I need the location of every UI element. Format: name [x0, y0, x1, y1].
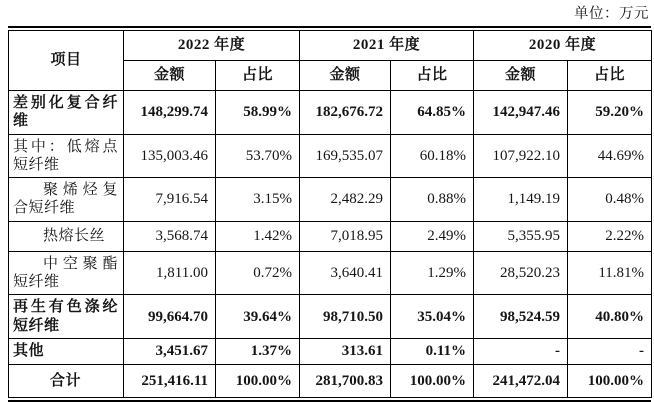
amount-2020-cell: 1,149.19: [474, 178, 568, 222]
amount-2022-cell: 148,299.74: [124, 91, 216, 135]
year-2020-header: 2020 年度: [474, 31, 652, 61]
amount-2020-cell: 98,524.59: [474, 295, 568, 339]
table-row-total: [9, 364, 652, 397]
ratio-2020-cell: 100.00%: [568, 364, 652, 397]
amount-2022-cell: 3,451.67: [124, 338, 216, 364]
ratio-2021-cell: 64.85%: [391, 91, 474, 135]
ratio-header-2022: 占比: [216, 61, 300, 91]
row-label-cell: 合计: [9, 364, 124, 397]
year-2021-header: 2021 年度: [300, 31, 474, 61]
table-row: [9, 251, 652, 295]
amount-2020-cell: -: [474, 338, 568, 364]
ratio-2022-cell: 1.37%: [216, 338, 300, 364]
table-row: [9, 134, 652, 178]
amount-2022-cell: 135,003.46: [124, 134, 216, 178]
ratio-2021-cell: 100.00%: [391, 364, 474, 397]
row-label-cell: 热熔长丝: [9, 221, 124, 251]
ratio-2020-cell: 11.81%: [568, 251, 652, 295]
amount-2021-cell: 281,700.83: [300, 364, 391, 397]
amount-2021-cell: 7,018.95: [300, 221, 391, 251]
ratio-header-2020: 占比: [568, 61, 652, 91]
amount-2020-cell: 28,520.23: [474, 251, 568, 295]
ratio-2020-cell: 0.48%: [568, 178, 652, 222]
row-label-cell: 其中：低熔点短纤维: [9, 134, 124, 178]
amount-header-2022: 金额: [124, 61, 216, 91]
row-label-cell: 再生有色涤纶短纤维: [9, 295, 124, 339]
row-label-cell: 其他: [9, 338, 124, 364]
table-wrapper: [8, 26, 651, 402]
amount-2021-cell: 2,482.29: [300, 178, 391, 222]
table-row: [9, 91, 652, 135]
ratio-2020-cell: 2.22%: [568, 221, 652, 251]
amount-2022-cell: 7,916.54: [124, 178, 216, 222]
year-2022-header: 2022 年度: [124, 31, 300, 61]
table-row: [9, 221, 652, 251]
row-label-cell: 中空聚酯短纤维: [9, 251, 124, 295]
amount-2021-cell: 313.61: [300, 338, 391, 364]
row-label-cell: 聚烯烃复合短纤维: [9, 178, 124, 222]
amount-2021-cell: 182,676.72: [300, 91, 391, 135]
ratio-2020-cell: -: [568, 338, 652, 364]
ratio-2021-cell: 35.04%: [391, 295, 474, 339]
ratio-2021-cell: 2.49%: [391, 221, 474, 251]
amount-2020-cell: 107,922.10: [474, 134, 568, 178]
ratio-2022-cell: 0.72%: [216, 251, 300, 295]
ratio-2020-cell: 44.69%: [568, 134, 652, 178]
table-row: [9, 178, 652, 222]
amount-2022-cell: 251,416.11: [124, 364, 216, 397]
table-row: [9, 338, 652, 364]
revenue-composition-table: [8, 30, 652, 398]
ratio-2022-cell: 58.99%: [216, 91, 300, 135]
ratio-2021-cell: 60.18%: [391, 134, 474, 178]
ratio-2020-cell: 59.20%: [568, 91, 652, 135]
ratio-2020-cell: 40.80%: [568, 295, 652, 339]
amount-2022-cell: 1,811.00: [124, 251, 216, 295]
header-row-years: [9, 31, 652, 61]
amount-2022-cell: 3,568.74: [124, 221, 216, 251]
amount-2022-cell: 99,664.70: [124, 295, 216, 339]
ratio-2021-cell: 0.88%: [391, 178, 474, 222]
unit-label: 单位：万元: [574, 6, 649, 22]
ratio-2021-cell: 1.29%: [391, 251, 474, 295]
amount-2020-cell: 241,472.04: [474, 364, 568, 397]
amount-2021-cell: 98,710.50: [300, 295, 391, 339]
amount-2020-cell: 142,947.46: [474, 91, 568, 135]
row-label-cell: 差别化复合纤维: [9, 91, 124, 135]
ratio-2021-cell: 0.11%: [391, 338, 474, 364]
table-row: [9, 295, 652, 339]
item-column-header: 项目: [9, 31, 124, 91]
ratio-2022-cell: 39.64%: [216, 295, 300, 339]
amount-2020-cell: 5,355.95: [474, 221, 568, 251]
ratio-2022-cell: 3.15%: [216, 178, 300, 222]
amount-2021-cell: 3,640.41: [300, 251, 391, 295]
amount-header-2021: 金额: [300, 61, 391, 91]
ratio-2022-cell: 53.70%: [216, 134, 300, 178]
ratio-header-2021: 占比: [391, 61, 474, 91]
amount-header-2020: 金额: [474, 61, 568, 91]
ratio-2022-cell: 100.00%: [216, 364, 300, 397]
ratio-2022-cell: 1.42%: [216, 221, 300, 251]
amount-2021-cell: 169,535.07: [300, 134, 391, 178]
